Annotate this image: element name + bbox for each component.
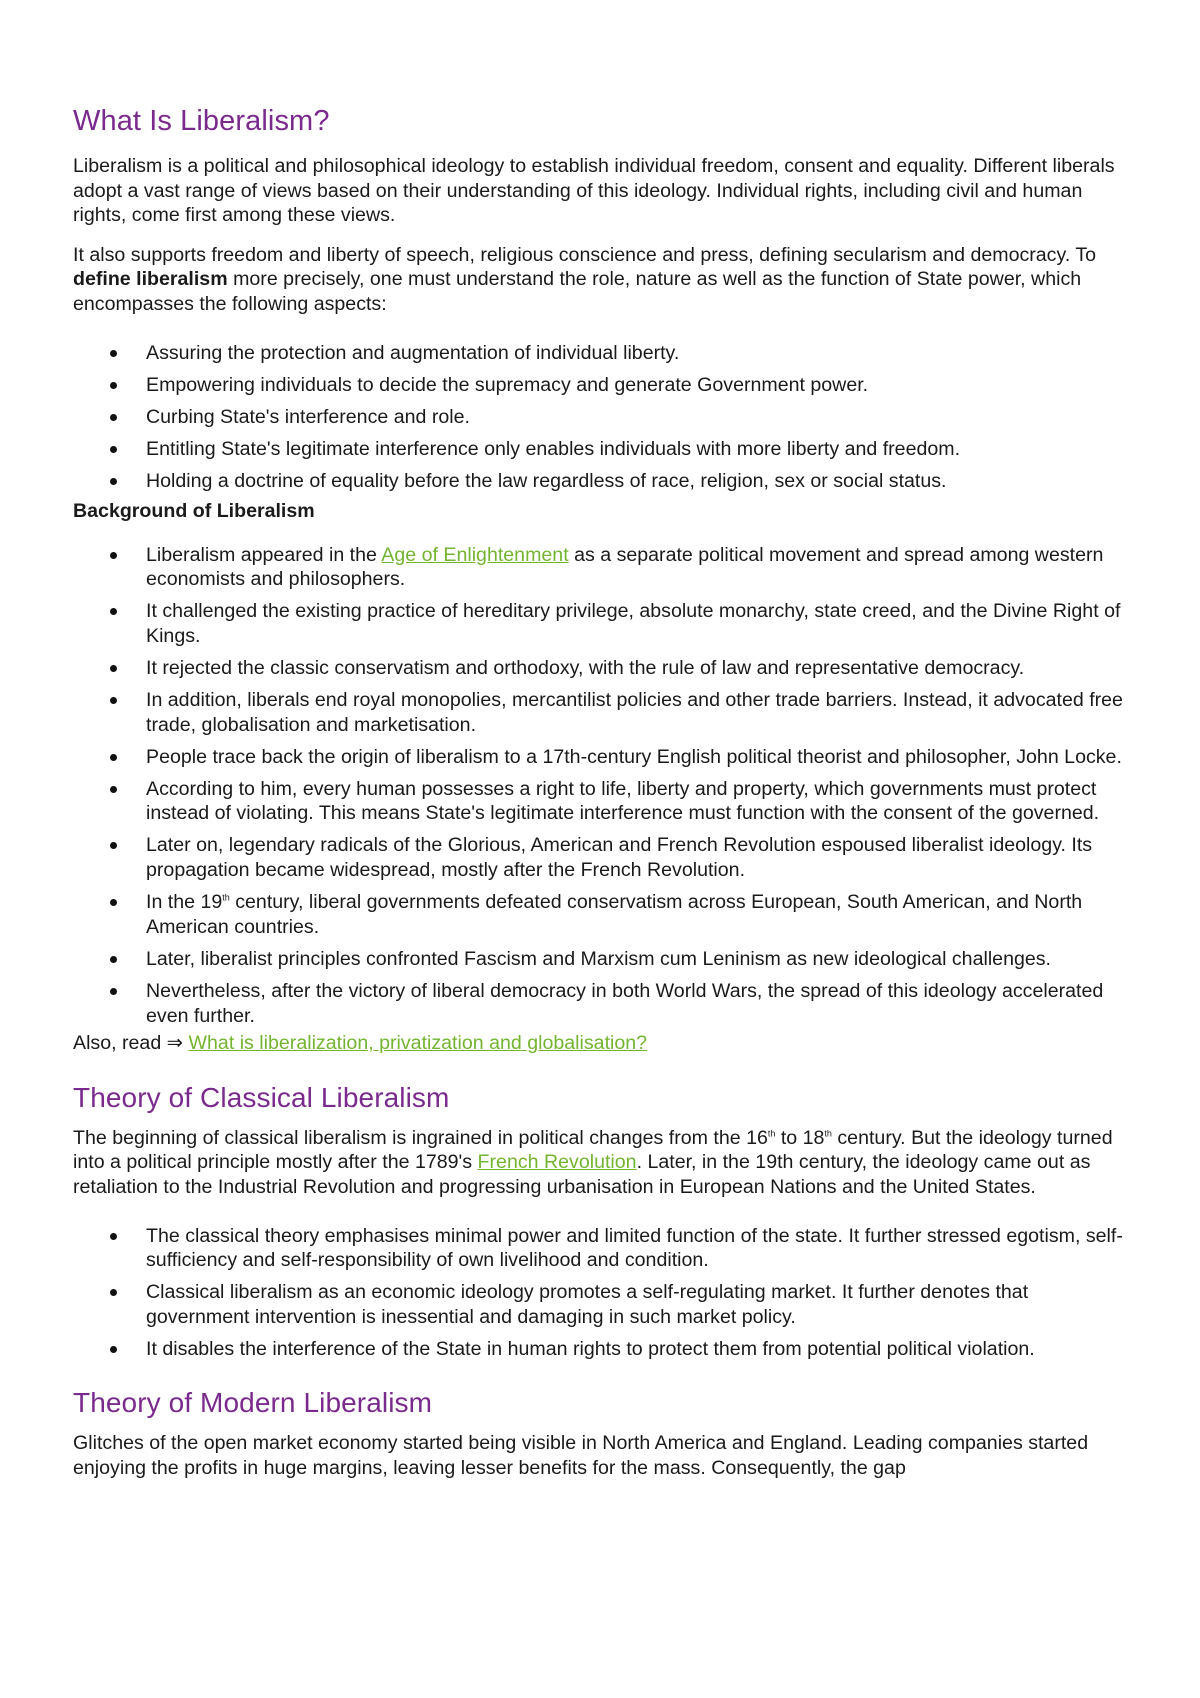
para-text: century. But the ideology turned into a political principle mostly after the 1789's	[73, 1126, 1113, 1174]
bullet-icon	[110, 754, 117, 761]
list-item	[73, 1280, 1130, 1329]
list-item-text: Later on, legendary radicals of the Glorious, American and French Revolution espoused liberalist ideology. Its propagation became widespread, mostly after the French Revolution.	[146, 834, 1093, 882]
intro-paragraph: Liberalism is a political and philosophical ideology to establish individual freedom, consent and equality. Different liberals adopt a vast range of views based on their understanding of this ideology. Individual rights, including civil and human rights, come first among these views.	[73, 155, 1115, 227]
superscript: th	[824, 1128, 832, 1139]
list-item	[73, 469, 1130, 494]
bullet-icon	[110, 478, 117, 485]
para-text: The beginning of classical liberalism is ingrained in political changes from the 16	[73, 1126, 768, 1149]
list-item-text: Nevertheless, after the victory of liberal democracy in both World Wars, the spread of this ideology accelerated even further.	[146, 979, 1104, 1027]
bullet-icon	[110, 608, 117, 615]
list-item	[73, 688, 1130, 737]
also-read-prefix: Also, read ⇒	[73, 1032, 189, 1055]
list-item	[73, 890, 1130, 939]
list-item	[73, 745, 1130, 770]
superscript: th	[767, 1128, 776, 1139]
bullet-icon	[110, 842, 117, 849]
list-item	[73, 947, 1130, 972]
heading-what-is-liberalism: What Is Liberalism?	[73, 105, 330, 137]
list-item-text: Later, liberalist principles confronted Fascism and Marxism cum Leninism as new ideological challenges.	[146, 947, 1051, 970]
bullet-icon	[110, 1289, 117, 1296]
list-item-text: as a separate political movement and spread among western economists and philosophers.	[146, 543, 1104, 591]
list-item-text: Classical liberalism as an economic ideology promotes a self-regulating market. It further denotes that government intervention is inessential and damaging in such market policy.	[146, 1281, 1029, 1328]
list-item-text: century, liberal governments defeated conservatism across European, South American, and North American countries.	[146, 891, 1083, 938]
list-item	[73, 599, 1130, 648]
list-item-text: Holding a doctrine of equality before the law regardless of race, religion, sex or social status.	[146, 469, 947, 492]
list-item-text: Entitling State's legitimate interference only enables individuals with more liberty and freedom.	[146, 437, 961, 460]
list-item	[73, 341, 1130, 366]
bullet-icon	[110, 414, 117, 421]
aspects-list	[73, 341, 1130, 494]
list-item-text: Curbing State's interference and role.	[146, 405, 470, 428]
list-item-text: People trace back the origin of liberalism to a 17th-century English political theorist and philosopher, John Locke.	[146, 745, 1122, 768]
list-item-text: It disables the interference of the State in human rights to protect them from potential political violation.	[146, 1337, 1035, 1360]
list-item	[73, 1337, 1130, 1362]
bullet-icon	[110, 665, 117, 672]
list-item-text: Liberalism appeared in the	[146, 543, 382, 566]
para-text: . Later, in the 19th century, the ideology came out as retaliation to the Industrial Revolution and progressing urbanisation in European Nations and the United States.	[73, 1151, 1091, 1198]
list-item	[73, 543, 1130, 592]
bullet-icon	[110, 350, 117, 357]
list-item	[73, 373, 1130, 398]
para-text: more precisely, one must understand the role, nature as well as the function of State power, which encompasses the following aspects:	[73, 268, 1082, 315]
bullet-icon	[110, 988, 117, 995]
bullet-icon	[110, 899, 117, 906]
bullet-icon	[110, 786, 117, 793]
list-item	[73, 833, 1130, 882]
list-item-text: The classical theory emphasises minimal power and limited function of the state. It further stressed egotism, self-sufficiency and self-responsibility of own livelihood and condition.	[146, 1224, 1123, 1272]
bold-term: define liberalism	[73, 268, 228, 291]
bullet-icon	[110, 552, 117, 559]
link-liberalization[interactable]: What is liberalization, privatization and globalisation?	[188, 1032, 648, 1055]
heading-modern-liberalism: Theory of Modern Liberalism	[73, 1387, 433, 1419]
bullet-icon	[110, 1233, 117, 1240]
list-item	[73, 777, 1130, 826]
list-item-text: According to him, every human possesses a right to life, liberty and property, which governments must protect instead of violating. This means State's legitimate interference must function with the consent of the governed.	[146, 777, 1100, 825]
list-item-text: It challenged the existing practice of hereditary privilege, absolute monarchy, state creed, and the Divine Right of Kings.	[146, 600, 1121, 647]
link-french-revolution[interactable]: French Revolution	[477, 1151, 637, 1174]
para-text: It also supports freedom and liberty of speech, religious conscience and press, defining secularism and democracy. To	[73, 243, 1097, 266]
list-item	[73, 1224, 1130, 1273]
bullet-icon	[110, 382, 117, 389]
also-read-line	[73, 1031, 1130, 1056]
list-item-text: In the 19	[146, 891, 223, 914]
bullet-icon	[110, 697, 117, 704]
list-item	[73, 437, 1130, 462]
heading-classical-liberalism: Theory of Classical Liberalism	[73, 1081, 450, 1113]
bullet-icon	[110, 956, 117, 963]
list-item	[73, 656, 1130, 681]
bullet-icon	[110, 446, 117, 453]
classical-list	[73, 1224, 1130, 1362]
background-list	[73, 543, 1130, 1029]
list-item-text: Assuring the protection and augmentation of individual liberty.	[146, 341, 680, 364]
state-power-paragraph	[73, 243, 1130, 317]
link-age-of-enlightenment[interactable]: Age of Enlightenment	[381, 543, 569, 566]
superscript: th	[222, 892, 230, 903]
bullet-icon	[110, 1346, 117, 1353]
list-item	[73, 979, 1130, 1028]
classical-paragraph	[73, 1126, 1130, 1200]
list-item-text: It rejected the classic conservatism and orthodoxy, with the rule of law and representative democracy.	[146, 656, 1025, 679]
list-item	[73, 405, 1130, 430]
list-item-text: In addition, liberals end royal monopolies, mercantilist policies and other trade barriers. Instead, it advocated free trade, globalisation and marketisation.	[146, 689, 1123, 736]
heading-background: Background of Liberalism	[73, 499, 315, 522]
list-item-text: Empowering individuals to decide the supremacy and generate Government power.	[146, 373, 869, 396]
para-text: to 18	[775, 1126, 825, 1149]
modern-paragraph: Glitches of the open market economy started being visible in North America and England. Leading companies started enjoying the profits in huge margins, leaving lesser benefits for the mass. Consequently, the gap	[73, 1432, 1089, 1480]
